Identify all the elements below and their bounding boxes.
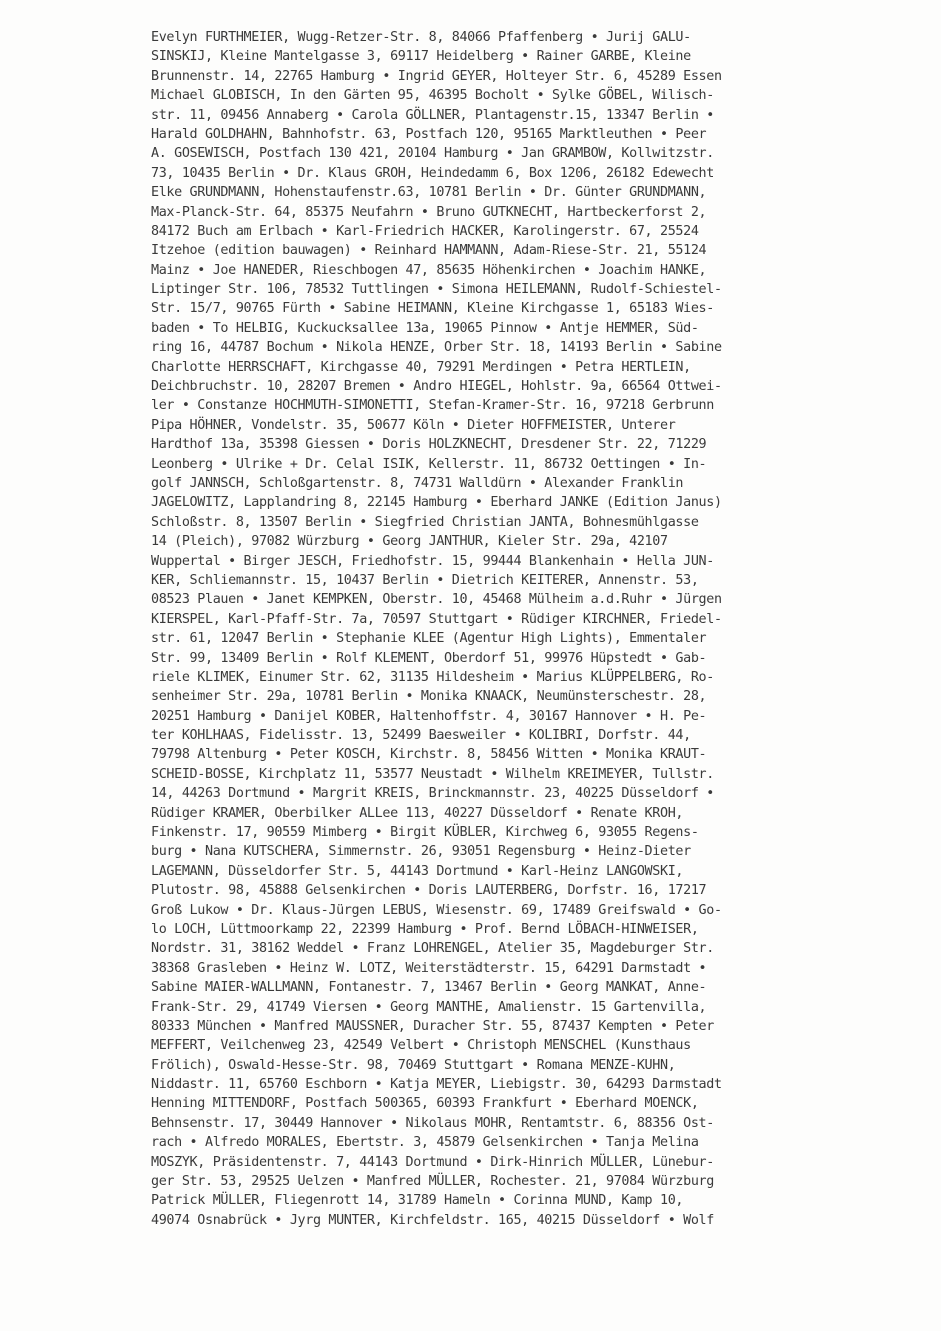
text-line: Harald GOLDHAHN, Bahnhofstr. 63, Postfach 120, 95165 Marktleuthen • Peer: [151, 126, 707, 142]
text-line: Behnsenstr. 17, 30449 Hannover • Nikolaus MOHR, Rentamtstr. 6, 88356 Ost-: [151, 1115, 714, 1131]
text-line: Finkenstr. 17, 90559 Mimberg • Birgit KÜBLER, Kirchweg 6, 93055 Regens-: [151, 825, 699, 841]
text-line: Itzehoe (edition bauwagen) • Reinhard HAMMANN, Adam-Riese-Str. 21, 55124: [151, 243, 707, 259]
text-line: 80333 München • Manfred MAUSSNER, Duracher Str. 55, 87437 Kempten • Peter: [151, 1018, 714, 1034]
text-line: 38368 Grasleben • Heinz W. LOTZ, Weiterstädterstr. 15, 64291 Darmstadt •: [151, 960, 707, 976]
text-line: ler • Constanze HOCHMUTH-SIMONETTI, Stefan-Kramer-Str. 16, 97218 Gerbrunn: [151, 398, 714, 414]
text-line: 49074 Osnabrück • Jyrg MUNTER, Kirchfeldstr. 165, 40215 Düsseldorf • Wolf: [151, 1212, 714, 1228]
text-line: Plutostr. 98, 45888 Gelsenkirchen • Doris LAUTERBERG, Dorfstr. 16, 17217: [151, 883, 707, 899]
text-line: [151, 1230, 931, 1249]
text-line: 14, 44263 Dortmund • Margrit KREIS, Brinckmannstr. 23, 40225 Düsseldorf •: [151, 786, 714, 802]
text-line: ger Str. 53, 29525 Uelzen • Manfred MÜLLER, Rochester. 21, 97084 Würzburg: [151, 1174, 714, 1190]
text-line: Pipa HÖHNER, Vondelstr. 35, 50677 Köln • Dieter HOFFMEISTER, Unterer: [151, 417, 676, 433]
text-line: 84172 Buch am Erlbach • Karl-Friedrich HACKER, Karolingerstr. 67, 25524: [151, 223, 699, 239]
text-line: Str. 99, 13409 Berlin • Rolf KLEMENT, Oberdorf 51, 99976 Hüpstedt • Gab-: [151, 650, 707, 666]
text-line: Frölich), Oswald-Hesse-Str. 98, 70469 Stuttgart • Romana MENZE-KUHN,: [151, 1057, 676, 1073]
text-line: Elke GRUNDMANN, Hohenstaufenstr.63, 10781 Berlin • Dr. Günter GRUNDMANN,: [151, 185, 707, 201]
text-line: baden • To HELBIG, Kuckucksallee 13a, 19065 Pinnow • Antje HEMMER, Süd-: [151, 320, 699, 336]
text-line: 79798 Altenburg • Peter KOSCH, Kirchstr. 8, 58456 Witten • Monika KRAUT-: [151, 747, 707, 763]
text-line: str. 11, 09456 Annaberg • Carola GÖLLNER, Plantagenstr.15, 13347 Berlin •: [151, 107, 714, 123]
text-line: senheimer Str. 29a, 10781 Berlin • Monika KNAACK, Neumünsterschestr. 28,: [151, 689, 707, 705]
text-line: 14 (Pleich), 97082 Würzburg • Georg JANTHUR, Kieler Str. 29a, 42107: [151, 534, 668, 550]
text-line: Niddastr. 11, 65760 Eschborn • Katja MEYER, Liebigstr. 30, 64293 Darmstadt: [151, 1077, 722, 1093]
text-line: ter KOHLHAAS, Fidelisstr. 13, 52499 Baesweiler • KOLIBRI, Dorfstr. 44,: [151, 728, 691, 744]
text-line: Mainz • Joe HANEDER, Rieschbogen 47, 85635 Höhenkirchen • Joachim HANKE,: [151, 262, 707, 278]
text-line: 73, 10435 Berlin • Dr. Klaus GROH, Heindedamm 6, Box 1206, 26182 Edewecht: [151, 165, 714, 181]
text-line: 20251 Hamburg • Danijel KOBER, Haltenhoffstr. 4, 30167 Hannover • H. Pe-: [151, 708, 707, 724]
text-line: KER, Schliemannstr. 15, 10437 Berlin • Dietrich KEITERER, Annenstr. 53,: [151, 572, 699, 588]
text-line: A. GOSEWISCH, Postfach 130 421, 20104 Hamburg • Jan GRAMBOW, Kollwitzstr.: [151, 146, 714, 162]
text-line: 08523 Plauen • Janet KEMPKEN, Oberstr. 10, 45468 Mülheim a.d.Ruhr • Jürgen: [151, 592, 722, 608]
text-line: Liptinger Str. 106, 78532 Tuttlingen • Simona HEILEMANN, Rudolf-Schiestel-: [151, 282, 722, 298]
text-line: Nordstr. 31, 38162 Weddel • Franz LOHRENGEL, Atelier 35, Magdeburger Str.: [151, 941, 714, 957]
text-line: MEFFERT, Veilchenweg 23, 42549 Velbert • Christoph MENSCHEL (Kunsthaus: [151, 1038, 691, 1054]
text-line: Charlotte HERRSCHAFT, Kirchgasse 40, 79291 Merdingen • Petra HERTLEIN,: [151, 359, 691, 375]
text-line: Henning MITTENDORF, Postfach 500365, 60393 Frankfurt • Eberhard MOENCK,: [151, 1096, 699, 1112]
text-line: Max-Planck-Str. 64, 85375 Neufahrn • Bruno GUTKNECHT, Hartbeckerforst 2,: [151, 204, 707, 220]
text-line: ring 16, 44787 Bochum • Nikola HENZE, Orber Str. 18, 14193 Berlin • Sabine: [151, 340, 722, 356]
text-line: Str. 15/7, 90765 Fürth • Sabine HEIMANN, Kleine Kirchgasse 1, 65183 Wies-: [151, 301, 714, 317]
text-line: Wuppertal • Birger JESCH, Friedhofstr. 15, 99444 Blankenhain • Hella JUN-: [151, 553, 714, 569]
text-line: Deichbruchstr. 10, 28207 Bremen • Andro HIEGEL, Hohlstr. 9a, 66564 Ottwei-: [151, 379, 722, 395]
text-line: Sabine MAIER-WALLMANN, Fontanestr. 7, 13467 Berlin • Georg MANKAT, Anne-: [151, 980, 707, 996]
text-line: MOSZYK, Präsidentenstr. 7, 44143 Dortmund • Dirk-Hinrich MÜLLER, Lünebur-: [151, 1154, 714, 1170]
text-line: str. 61, 12047 Berlin • Stephanie KLEE (Agentur High Lights), Emmentaler: [151, 631, 707, 647]
address-list: [151, 28, 931, 1250]
text-line: Groß Lukow • Dr. Klaus-Jürgen LEBUS, Wiesenstr. 69, 17489 Greifswald • Go-: [151, 902, 722, 918]
text-line: riele KLIMEK, Einumer Str. 62, 31135 Hildesheim • Marius KLÜPPELBERG, Ro-: [151, 669, 714, 685]
text-line: SINSKIJ, Kleine Mantelgasse 3, 69117 Heidelberg • Rainer GARBE, Kleine: [151, 49, 691, 65]
text-line: burg • Nana KUTSCHERA, Simmernstr. 26, 93051 Regensburg • Heinz-Dieter: [151, 844, 691, 860]
text-line: LAGEMANN, Düsseldorfer Str. 5, 44143 Dortmund • Karl-Heinz LANGOWSKI,: [151, 863, 684, 879]
text-line: Hardthof 13a, 35398 Giessen • Doris HOLZKNECHT, Dresdener Str. 22, 71229: [151, 437, 707, 453]
text-line: Schloßstr. 8, 13507 Berlin • Siegfried Christian JANTA, Bohnesmühlgasse: [151, 514, 699, 530]
text-line: Frank-Str. 29, 41749 Viersen • Georg MANTHE, Amalienstr. 15 Gartenvilla,: [151, 999, 707, 1015]
text-line: KIERSPEL, Karl-Pfaff-Str. 7a, 70597 Stuttgart • Rüdiger KIRCHNER, Friedel-: [151, 611, 722, 627]
text-line: lo LOCH, Lüttmoorkamp 22, 22399 Hamburg • Prof. Bernd LÖBACH-HINWEISER,: [151, 921, 699, 937]
text-line: SCHEID-BOSSE, Kirchplatz 11, 53577 Neustadt • Wilhelm KREIMEYER, Tullstr.: [151, 766, 714, 782]
text-line: Brunnenstr. 14, 22765 Hamburg • Ingrid GEYER, Holteyer Str. 6, 45289 Essen: [151, 68, 722, 84]
text-line: Rüdiger KRAMER, Oberbilker ALLee 113, 40227 Düsseldorf • Renate KROH,: [151, 805, 684, 821]
text-line: Patrick MÜLLER, Fliegenrott 14, 31789 Hameln • Corinna MUND, Kamp 10,: [151, 1193, 684, 1209]
text-line: golf JANNSCH, Schloßgartenstr. 8, 74731 Walldürn • Alexander Franklin: [151, 475, 684, 491]
text-line: Michael GLOBISCH, In den Gärten 95, 46395 Bocholt • Sylke GÖBEL, Wilisch-: [151, 88, 714, 104]
text-line: Leonberg • Ulrike + Dr. Celal ISIK, Kellerstr. 11, 86732 Oettingen • In-: [151, 456, 707, 472]
text-line: rach • Alfredo MORALES, Ebertstr. 3, 45879 Gelsenkirchen • Tanja Melina: [151, 1135, 699, 1151]
text-line: Evelyn FURTHMEIER, Wugg-Retzer-Str. 8, 84066 Pfaffenberg • Jurij GALU-: [151, 30, 691, 45]
text-line: JAGELOWITZ, Lapplandring 8, 22145 Hamburg • Eberhard JANKE (Edition Janus): [151, 495, 722, 511]
